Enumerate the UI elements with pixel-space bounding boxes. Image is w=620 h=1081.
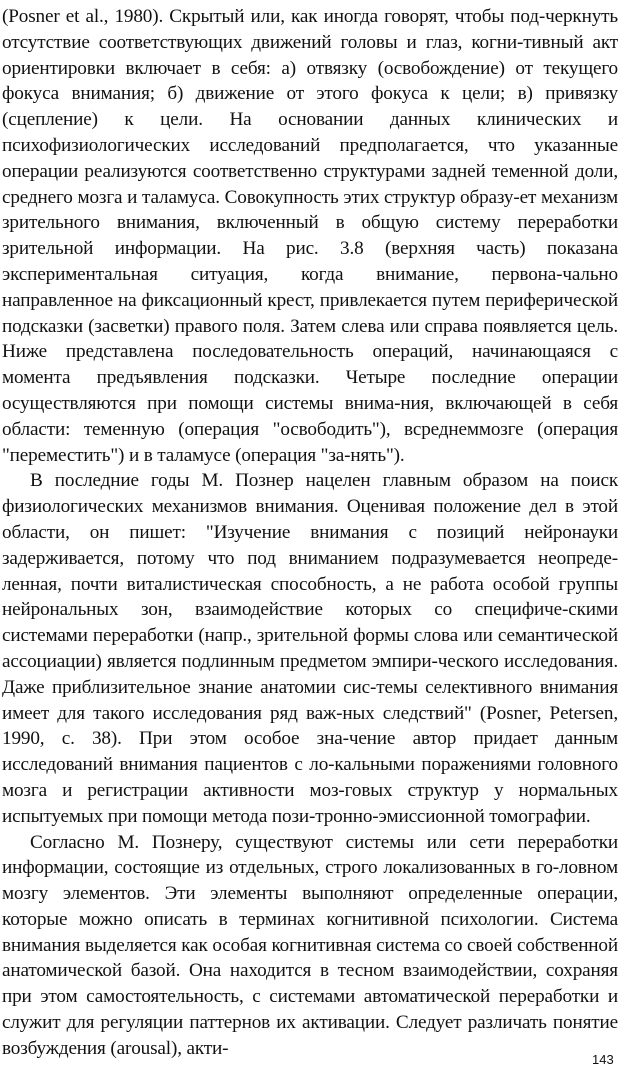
paragraph-posner-physiology: В последние годы М. Познер нацелен главным образом на поиск физиологических механизмов внимания. Оценивая положение дел в этой области, он пишет: "Изучение внимания с позиций нейронауки задерживается, потому что под вниманием подразумевается неопреде-ленная, почти виталистическая способность, а не работа особой группы нейрональных зон, взаимодействие которых со специфиче-скими системами переработки (напр., зрительной формы слова или семантической ассоциации) является подлинным предметом эмпири-ческого исследования. Даже приблизительное знание анатомии сис-темы селективного внимания имеет для такого исследования ряд важ-ных следствий" (Posner, Petersen, 1990, с. 38). При этом особое зна-чение автор придает данным исследований внимания пациентов с ло-кальными поражениями головного мозга и регистрации активности моз-говых структур у нормальных испытуемых при помощи метода пози-тронно-эмиссионной томографии. [2,470,618,827]
paragraph-attention-systems: Согласно М. Познеру, существуют системы или сети переработки информации, состоящие из отдельных, строго локализованных в го-ловном мозгу элементов. Эти элементы выполняют определенные операции, которые можно описать в терминах когнитивной психологии. Система внимания выделяется как особая когнитивная система со своей собственной анатомической базой. Она находится в тесном взаимодействии, сохраняя при этом самостоятельность, с системами автоматической переработки и служит для регуляции паттернов их активации. Следует различать понятие возбуждения (arousal), акти- [2,831,618,1059]
page-number: 143 [592,1052,614,1067]
book-page-text [2,4,618,1059]
paragraph-continued: (Posner et al., 1980). Скрытый или, как иногда говорят, чтобы под-черкнуть отсутствие соответствующих движений головы и глаз, когни-тивный акт ориентировки включает в себя: а) отвязку (освобождение) от текущего фокуса внимания; б) движение от этого фокуса к цели; в) привязку (сцепление) к цели. На основании данных клинических и психофизиологических исследований предполагается, что указанные операции реализуются соответственно структурами задней теменной доли, среднего мозга и таламуса. Совокупность этих структур образу-ет механизм зрительного внимания, включенный в общую систему переработки зрительной информации. На рис. 3.8 (верхняя часть) показана экспериментальная ситуация, когда внимание, первона-чально направленное на фиксационный крест, привлекается путем периферической подсказки (засветки) правого поля. Затем слева или справа появляется цель. Ниже представлена последовательность операций, начинающаяся с момента предъявления подсказки. Четыре последние операции осуществляются при помощи системы внима-ния, включающей в себя области: теменную (операция "освободить"), всреднеммозге (операция "переместить") и в таламусе (операция "за-нять"). [2,6,618,466]
